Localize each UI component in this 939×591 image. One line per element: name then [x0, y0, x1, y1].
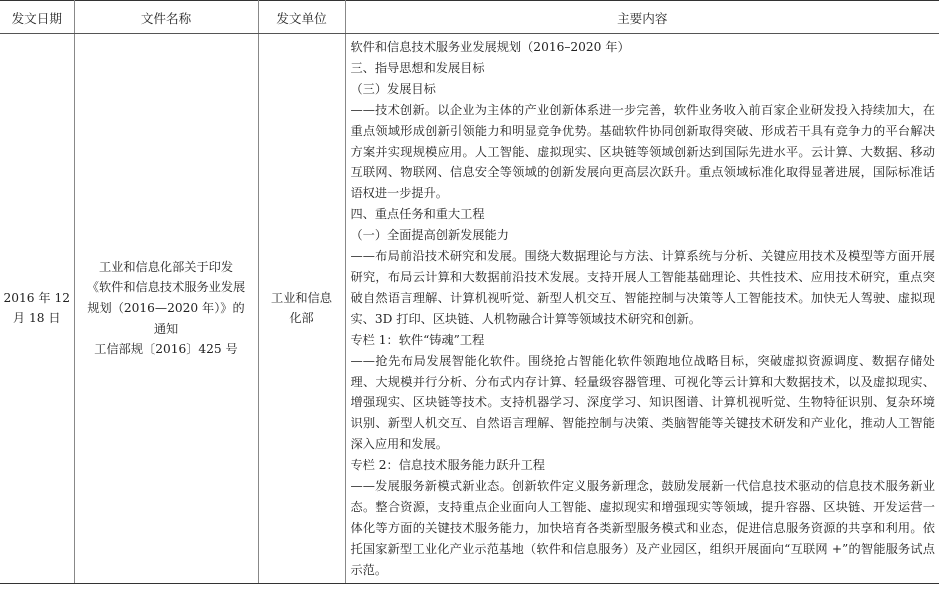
content-paragraph: ——抢先布局发展智能化软件。围绕抢占智能化软件领跑地位战略目标，突破虚拟资源调度、数据存储处理、大规模并行分析、分布式内存计算、轻量级容器管理、可视化等云计算和大数据技术，以及虚拟现实、增强现实、区块链等技术。支持机器学习、深度学习、知识图谱、计算机视听觉、生物特征识别、复杂环境识别、新型人机交互、自然语言理解、智能控制与决策、类脑智能等关键技术研发和产业化，推动人工智能深入应用和发展。 [350, 353, 935, 452]
plan-title: 软件和信息技术服务业发展规划（2016–2020 年） [350, 40, 630, 54]
filename-line: 《软件和信息技术服务业发展 [86, 280, 246, 295]
content-cell [345, 34, 939, 584]
filename-line: 通知 [153, 321, 179, 336]
date-cell [0, 34, 74, 584]
header-unit: 发文单位 [258, 1, 345, 34]
subsection-heading: （三）发展目标 [350, 81, 436, 96]
filename-line: 工信部规〔2016〕425 号 [94, 342, 238, 357]
table-row [0, 34, 939, 584]
date-line: 月 18 日 [12, 311, 61, 326]
section-heading: 四、重点任务和重大工程 [350, 207, 485, 222]
header-content: 主要内容 [345, 1, 939, 34]
column-heading: 专栏 1：软件“铸魂”工程 [350, 332, 485, 347]
header-row [0, 1, 939, 34]
content-paragraph: ——发展服务新模式新业态。创新软件定义服务新理念，鼓励发展新一代信息技术驱动的信息技术服务新业态。整合资源，支持重点企业面向人工智能、虚拟现实和增强现实等领域，提升容器、区块链、开发运营一体化等方面的关键技术服务能力，加快培育各类新型服务模式和业态，促进信息服务资源的共享和利用。依托国家新型工业化产业示范基地（软件和信息服务）及产业园区，组织开展面向“互联网 +”的智能服务试点示范。 [350, 479, 935, 577]
unit-cell [258, 34, 345, 584]
date-line: 2016 年 12 [3, 290, 70, 305]
unit-line: 工业和信息 [271, 290, 332, 305]
subsection-heading: （一）全面提高创新发展能力 [350, 228, 509, 243]
content-paragraph: ——布局前沿技术研究和发展。围绕大数据理论与方法、计算系统与分析、关键应用技术及模型等方面开展研究，布局云计算和大数据前沿技术发展。支持开展人工智能基础理论、共性技术、应用技术研究，重点突破自然语言理解、计算机视听觉、新型人机交互、智能控制与决策等人工智能技术。加快无人驾驶、虚拟现实、3D 打印、区块链、人机物融合计算等领域技术研究和创新。 [350, 249, 935, 326]
header-filename: 文件名称 [74, 1, 258, 34]
filename-cell [74, 34, 258, 584]
filename-line: 工业和信息化部关于印发 [98, 259, 234, 274]
section-heading: 三、指导思想和发展目标 [350, 60, 485, 75]
column-heading: 专栏 2：信息技术服务能力跃升工程 [350, 458, 545, 473]
content-paragraph: ——技术创新。以企业为主体的产业创新体系进一步完善，软件业务收入前百家企业研发投入持续加大，在重点领域形成创新引领能力和明显竞争优势。基础软件协同创新取得突破、形成若干具有竞争力的平台解决方案并实现规模应用。人工智能、虚拟现实、区块链等领域创新达到国际先进水平。云计算、大数据、移动互联网、物联网、信息安全等领域的创新发展向更高层次跃升。重点领域标准化取得显著进展，国际标准话语权进一步提升。 [350, 102, 935, 201]
unit-line: 化部 [289, 311, 314, 326]
filename-line: 规划（2016—2020 年）》的 [87, 300, 245, 315]
header-date: 发文日期 [0, 1, 74, 34]
